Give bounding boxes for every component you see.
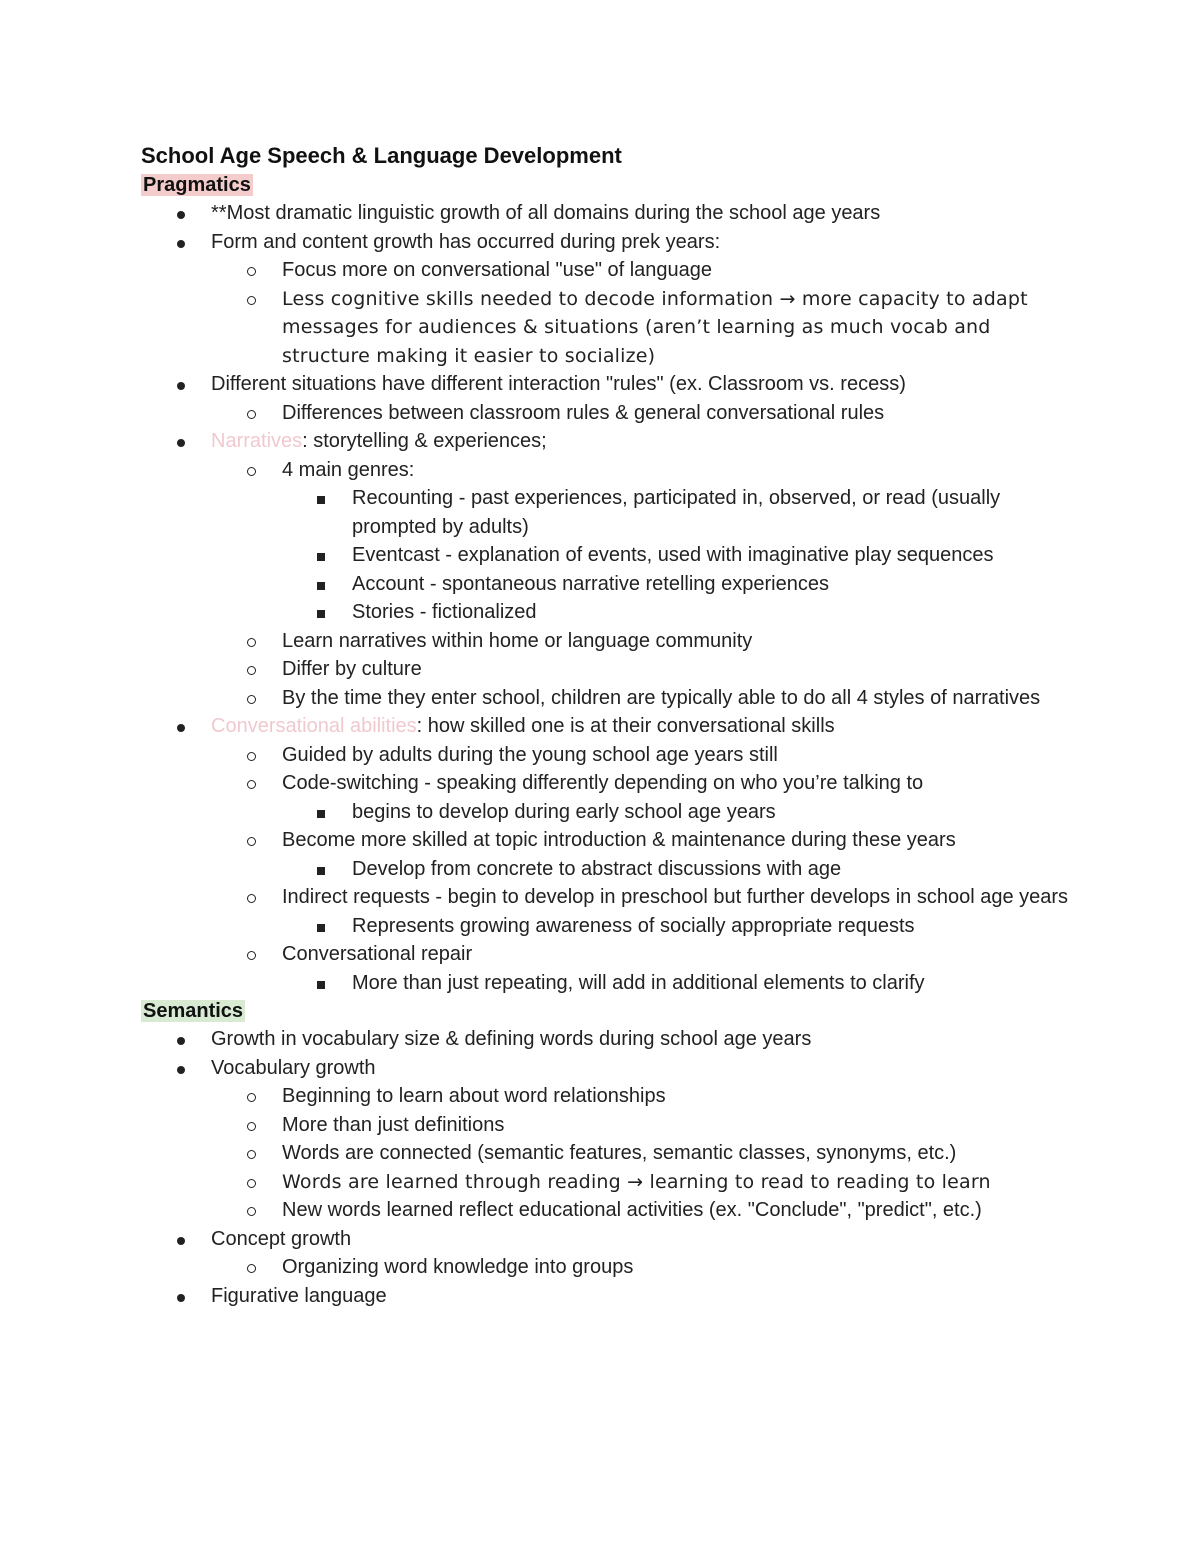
term-narratives: Narratives: [211, 430, 303, 452]
list-item-text: Figurative language: [211, 1284, 387, 1307]
semantics-list: [141, 1025, 1071, 1310]
list-item: [141, 399, 1071, 428]
list-item: [141, 798, 1071, 827]
list-item: [141, 370, 1071, 399]
bullet-square-icon: [317, 969, 325, 998]
pragmatics-heading-text: Pragmatics: [143, 174, 251, 196]
section-heading-semantics: [141, 997, 1071, 1025]
bullet-dot-icon: [177, 1225, 185, 1254]
list-item: [141, 940, 1071, 969]
list-item-text: Differ by culture: [282, 658, 422, 680]
bullet-square-icon: [317, 570, 325, 599]
bullet-dot-icon: [177, 228, 185, 257]
bullet-circle-icon: [247, 399, 256, 428]
bullet-circle-icon: [247, 741, 256, 770]
list-item-text: Code-switching - speaking differently depending on who you’re talking to: [282, 772, 924, 794]
list-item: [141, 598, 1071, 627]
bullet-square-icon: [317, 598, 325, 627]
list-item: [141, 456, 1071, 485]
semantics-heading-text: Semantics: [143, 1000, 244, 1022]
bullet-square-icon: [317, 855, 325, 884]
list-item: [141, 256, 1071, 285]
list-item: [141, 655, 1071, 684]
list-item: [141, 1139, 1071, 1168]
pragmatics-list: [141, 199, 1071, 997]
bullet-dot-icon: [177, 1054, 185, 1083]
bullet-circle-icon: [247, 1082, 256, 1111]
list-item-text: Represents growing awareness of socially appropriate requests: [352, 914, 915, 937]
bullet-dot-icon: [177, 370, 185, 399]
list-item: [141, 912, 1071, 941]
bullet-square-icon: [317, 798, 325, 827]
list-item-text: New words learned reflect educational activities (ex. "Conclude", "predict", etc.): [282, 1199, 982, 1221]
list-item-text: Indirect requests - begin to develop in preschool but further develops in school age years: [282, 886, 1069, 908]
list-item: [141, 855, 1071, 884]
list-item-text: Words are learned through reading → learning to read to reading to learn: [282, 1170, 991, 1193]
list-item-text: Stories - fictionalized: [352, 601, 537, 623]
bullet-circle-icon: [247, 684, 256, 713]
list-item-text: Form and content growth has occurred during prek years:: [211, 230, 721, 253]
list-item-text: By the time they enter school, children are typically able to do all 4 styles of narratives: [282, 686, 1041, 709]
list-item: [141, 1082, 1071, 1111]
list-item-text: Concept growth: [211, 1227, 352, 1250]
list-item-text: Eventcast - explanation of events, used with imaginative play sequences: [352, 544, 994, 566]
bullet-circle-icon: [247, 769, 256, 798]
bullet-circle-icon: [247, 1139, 256, 1168]
bullet-dot-icon: [177, 712, 185, 741]
list-item-text: Less cognitive skills needed to decode information → more capacity to adapt messages for audiences & situations (aren’t learning as much vocab and structure making it easier to socialize): [282, 287, 1028, 367]
document-title: School Age Speech & Language Development: [141, 143, 622, 168]
list-item: [141, 684, 1071, 713]
bullet-circle-icon: [247, 1168, 256, 1197]
list-item-text: Account - spontaneous narrative retelling experiences: [352, 572, 829, 595]
bullet-circle-icon: [247, 940, 256, 969]
list-item-text: : how skilled one is at their conversational skills: [416, 715, 835, 737]
bullet-square-icon: [317, 912, 325, 941]
bullet-circle-icon: [247, 456, 256, 485]
list-item: [141, 826, 1071, 855]
list-item: [141, 541, 1071, 570]
list-item: [141, 712, 1071, 741]
bullet-circle-icon: [247, 256, 256, 285]
list-item: [141, 1282, 1071, 1311]
list-item: [141, 1196, 1071, 1225]
list-item: [141, 1225, 1071, 1254]
list-item: [141, 769, 1071, 798]
list-item: [141, 1025, 1071, 1054]
list-item: [141, 285, 1071, 371]
list-item-text: Vocabulary growth: [211, 1056, 376, 1079]
list-item: [141, 199, 1071, 228]
list-item-text: begins to develop during early school age years: [352, 800, 776, 823]
bullet-square-icon: [317, 484, 325, 513]
list-item-text: : storytelling & experiences;: [302, 430, 547, 452]
list-item: [141, 969, 1071, 998]
bullet-circle-icon: [247, 655, 256, 684]
list-item-text: **Most dramatic linguistic growth of all domains during the school age years: [211, 202, 881, 224]
list-item: [141, 1168, 1071, 1197]
list-item: [141, 228, 1071, 257]
list-item-text: Develop from concrete to abstract discussions with age: [352, 857, 842, 880]
list-item-text: 4 main genres:: [282, 458, 415, 481]
list-item-text: Become more skilled at topic introduction & maintenance during these years: [282, 829, 956, 851]
bullet-circle-icon: [247, 883, 256, 912]
list-item-text: Beginning to learn about word relationships: [282, 1085, 666, 1107]
list-item-text: More than just repeating, will add in additional elements to clarify: [352, 971, 925, 994]
list-item-text: Recounting - past experiences, participated in, observed, or read (usually prompted by adults): [352, 487, 1001, 538]
bullet-circle-icon: [247, 826, 256, 855]
term-conversational-abilities: Conversational abilities: [211, 715, 417, 737]
list-item-text: Guided by adults during the young school age years still: [282, 743, 778, 766]
list-item: [141, 883, 1071, 912]
bullet-circle-icon: [247, 627, 256, 656]
list-item-text: Focus more on conversational "use" of language: [282, 259, 713, 281]
list-item: [141, 1054, 1071, 1083]
bullet-dot-icon: [177, 1282, 185, 1311]
list-item: [141, 741, 1071, 770]
list-item-text: Differences between classroom rules & general conversational rules: [282, 401, 885, 424]
list-item: [141, 1111, 1071, 1140]
list-item-text: Conversational repair: [282, 943, 473, 965]
list-item: [141, 627, 1071, 656]
list-item: [141, 570, 1071, 599]
list-item-text: Learn narratives within home or language community: [282, 629, 753, 652]
bullet-circle-icon: [247, 1253, 256, 1282]
bullet-circle-icon: [247, 285, 256, 314]
list-item-text: More than just definitions: [282, 1113, 505, 1136]
bullet-circle-icon: [247, 1196, 256, 1225]
bullet-square-icon: [317, 541, 325, 570]
list-item-text: Different situations have different interaction "rules" (ex. Classroom vs. recess): [211, 373, 906, 395]
list-item: [141, 484, 1071, 541]
bullet-dot-icon: [177, 427, 185, 456]
section-heading-pragmatics: [141, 171, 1071, 199]
bullet-circle-icon: [247, 1111, 256, 1140]
list-item-text: Growth in vocabulary size & defining words during school age years: [211, 1028, 812, 1050]
list-item-text: Words are connected (semantic features, semantic classes, synonyms, etc.): [282, 1142, 957, 1164]
bullet-dot-icon: [177, 199, 185, 228]
document-content: [141, 141, 1071, 1310]
list-item: [141, 427, 1071, 456]
bullet-dot-icon: [177, 1025, 185, 1054]
list-item-text: Organizing word knowledge into groups: [282, 1256, 634, 1278]
list-item: [141, 1253, 1071, 1282]
